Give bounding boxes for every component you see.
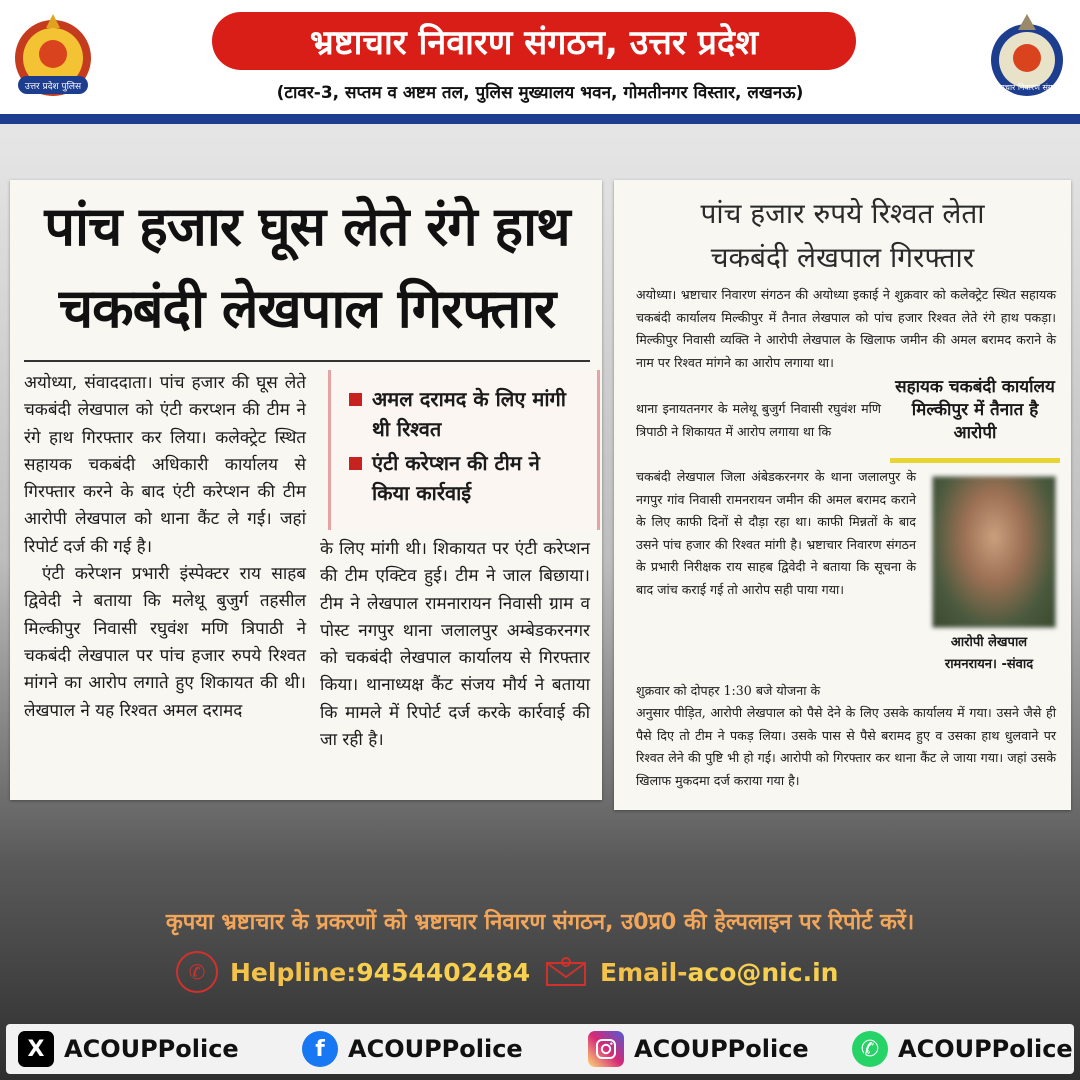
bullet-text: एंटी करेप्शन की टीम ने किया कार्रवाई [372, 451, 540, 505]
email-contact[interactable] [546, 950, 838, 994]
bullet-square-icon [349, 393, 362, 406]
x-icon: X [18, 1031, 54, 1067]
header-stripe [0, 114, 1080, 124]
social-handle: ACOUPPolice [634, 1035, 809, 1063]
clipping2-para4: शुक्रवार को दोपहर 1:30 बजे योजना के [636, 683, 821, 698]
organization-address: (टावर-3, सप्तम व अष्टम तल, पुलिस मुख्यालय भवन, गोमतीनगर विस्तार, लखनऊ) [276, 83, 804, 103]
caption-line1: आरोपी लेखपाल [950, 635, 1028, 650]
social-bar [6, 1024, 1074, 1074]
clipping2-para3: चकबंदी लेखपाल जिला अंबेडकरनगर के थाना जलालपुर के नगपुर गांव निवासी रामनरायन जमीन की अमल बरामद कराने के लिए काफी दिनों से दौड़ा रहा था। काफी मिन्नतों के बाद उसने पांच हजार की रिश्वत मांगी है। भ्रष्टाचार निवारण संगठन के प्रभारी निरीक्षक राय साहब द्विवेदी ने बताया कि सूचना के बाद जांच कराई गई तो आरोप सही पाया गया। [636, 469, 916, 597]
social-handle: ACOUPPolice [64, 1035, 239, 1063]
organization-title: भ्रष्टाचार निवारण संगठन, उत्तर प्रदेश [212, 12, 856, 70]
left-emblem-text: उत्तर प्रदेश पुलिस [24, 82, 82, 92]
social-instagram[interactable] [588, 1024, 809, 1074]
sidebox-underline [890, 458, 1060, 463]
highlight-box [328, 370, 600, 530]
clipping1-column2: के लिए मांगी थी। शिकायत पर एंटी करेप्शन की टीम एक्टिव हुई। टीम ने जाल बिछाया। टीम ने लेखपाल रामनारायन निवासी ग्राम व पोस्ट नगपुर थाना जलालपुर अम्बेडकरनगर को चकबंदी लेखपाल कार्यालय से गिरफ्तार किया। थानाध्यक्ष कैंट संजय मौर्य ने बताया कि मामले में रिपोर्ट दर्ज करके कार्रवाई की जा रही है। [320, 539, 590, 751]
caption-line2: रामनरायन। -संवाद [944, 657, 1034, 672]
clipping1-para1: अयोध्या, संवाददाता। पांच हजार की घूस लेते चकबंदी लेखपाल को एंटी करप्शन की टीम ने रंगे हाथ गिरफ्तार कर लिया। कलेक्ट्रेट स्थित सहायक चकबंदी अधिकारी कार्यालय से गिरफ्तार करने के बाद एंटी करेप्शन की टीम आरोपी लेखपाल को थाना कैंट ले गई। जहां रिपोर्ट दर्ज की गई है। [24, 373, 306, 557]
divider [24, 360, 590, 362]
up-police-emblem-icon [8, 10, 98, 100]
news-clipping-1 [10, 180, 602, 800]
clipping1-para2: एंटी करेप्शन प्रभारी इंस्पेक्टर राय साहब द्विवेदी ने बताया कि मलेथू बुजुर्ग तहसील मिल्कीपुर निवासी रघुवंश मणि त्रिपाठी ने चकबंदी लेखपाल पर पांच हजार रुपये रिश्वत मांगने का आरोप लगाते हुए शिकायत की थी। लेखपाल ने यह रिश्वत अमल दरामद [24, 564, 306, 721]
social-handle: ACOUPPolice [348, 1035, 523, 1063]
email-label: Email- [600, 957, 688, 987]
facebook-icon: f [302, 1031, 338, 1067]
helpline-contact[interactable] [176, 950, 530, 994]
clipping1-headline-line2: चकबंदी लेखपाल गिरफ्तार [58, 277, 556, 340]
clipping2-para5: अनुसार पीड़ित, आरोपी लेखपाल को पैसे देने के लिए उसके कार्यालय में गया। उसने जैसे ही पैसे दिए तो टीम ने पकड़ लिया। उसके पास से पैसे बरामद हुए व उसका हाथ धुलवाने पर रिश्वत लेने की पुष्टि भी हो गई। आरोपी को गिरफ्तार कर थाना कैंट ले जाया गया। जहां उसके खिलाफ मुकदमा दर्ज कराया गया है। [636, 705, 1056, 788]
news-clipping-2 [614, 180, 1071, 810]
social-whatsapp[interactable] [852, 1024, 1073, 1074]
photo-caption [914, 632, 1064, 676]
mail-icon [546, 957, 586, 987]
email-address: aco@nic.in [687, 957, 839, 987]
highlight-bullet-2 [349, 448, 582, 508]
whatsapp-icon: ✆ [852, 1031, 888, 1067]
social-x[interactable] [18, 1024, 239, 1074]
clipping2-sidebox: सहायक चकबंदी कार्यालय मिल्कीपुर में तैनात है आरोपी [895, 377, 1055, 443]
clipping2-headline-line1: पांच हजार रुपये रिश्वत लेता [700, 197, 985, 230]
aco-emblem-icon [982, 10, 1072, 100]
clipping1-headline-line1: पांच हजार घूस लेते रंगे हाथ [44, 195, 570, 258]
helpline-label: Helpline: [230, 957, 357, 987]
accused-photo [932, 476, 1056, 628]
bullet-square-icon [349, 457, 362, 470]
report-appeal: कृपया भ्रष्टाचार के प्रकरणों को भ्रष्टाचार निवारण संगठन, उ0प्र0 की हेल्पलाइन पर रिपोर्ट करें। [165, 910, 915, 935]
clipping1-column1 [24, 370, 306, 725]
clipping2-para2: थाना इनायतनगर के मलेथू बुजुर्ग निवासी रघुवंश मणि त्रिपाठी ने शिकायत में आरोप लगाया था कि [636, 401, 881, 439]
bullet-text: अमल दरामद के लिए मांगी थी रिश्वत [372, 387, 566, 441]
highlight-bullet-1 [349, 384, 582, 444]
phone-icon: ✆ [176, 951, 218, 993]
helpline-number: 9454402484 [356, 957, 531, 987]
clipping2-para1: अयोध्या। भ्रष्टाचार निवारण संगठन की अयोध्या इकाई ने शुक्रवार को कलेक्ट्रेट स्थित सहायक चकबंदी कार्यालय मिल्कीपुर में तैनात लेखपाल को पांच हजार रिश्वत लेते रंगे हाथ पकड़ा। मिल्कीपुर निवासी व्यक्ति ने आरोपी लेखपाल के खिलाफ जमीन की अमल बरामद कराने के नाम पर रिश्वत मांगने का आरोप लगाया था। [636, 287, 1056, 370]
social-handle: ACOUPPolice [898, 1035, 1073, 1063]
instagram-icon [588, 1031, 624, 1067]
header [0, 0, 1080, 116]
right-emblem-text: भ्रष्टाचार निवारण संगठन [992, 83, 1062, 92]
social-facebook[interactable] [302, 1024, 523, 1074]
clipping2-headline-line2: चकबंदी लेखपाल गिरफ्तार [710, 241, 975, 274]
